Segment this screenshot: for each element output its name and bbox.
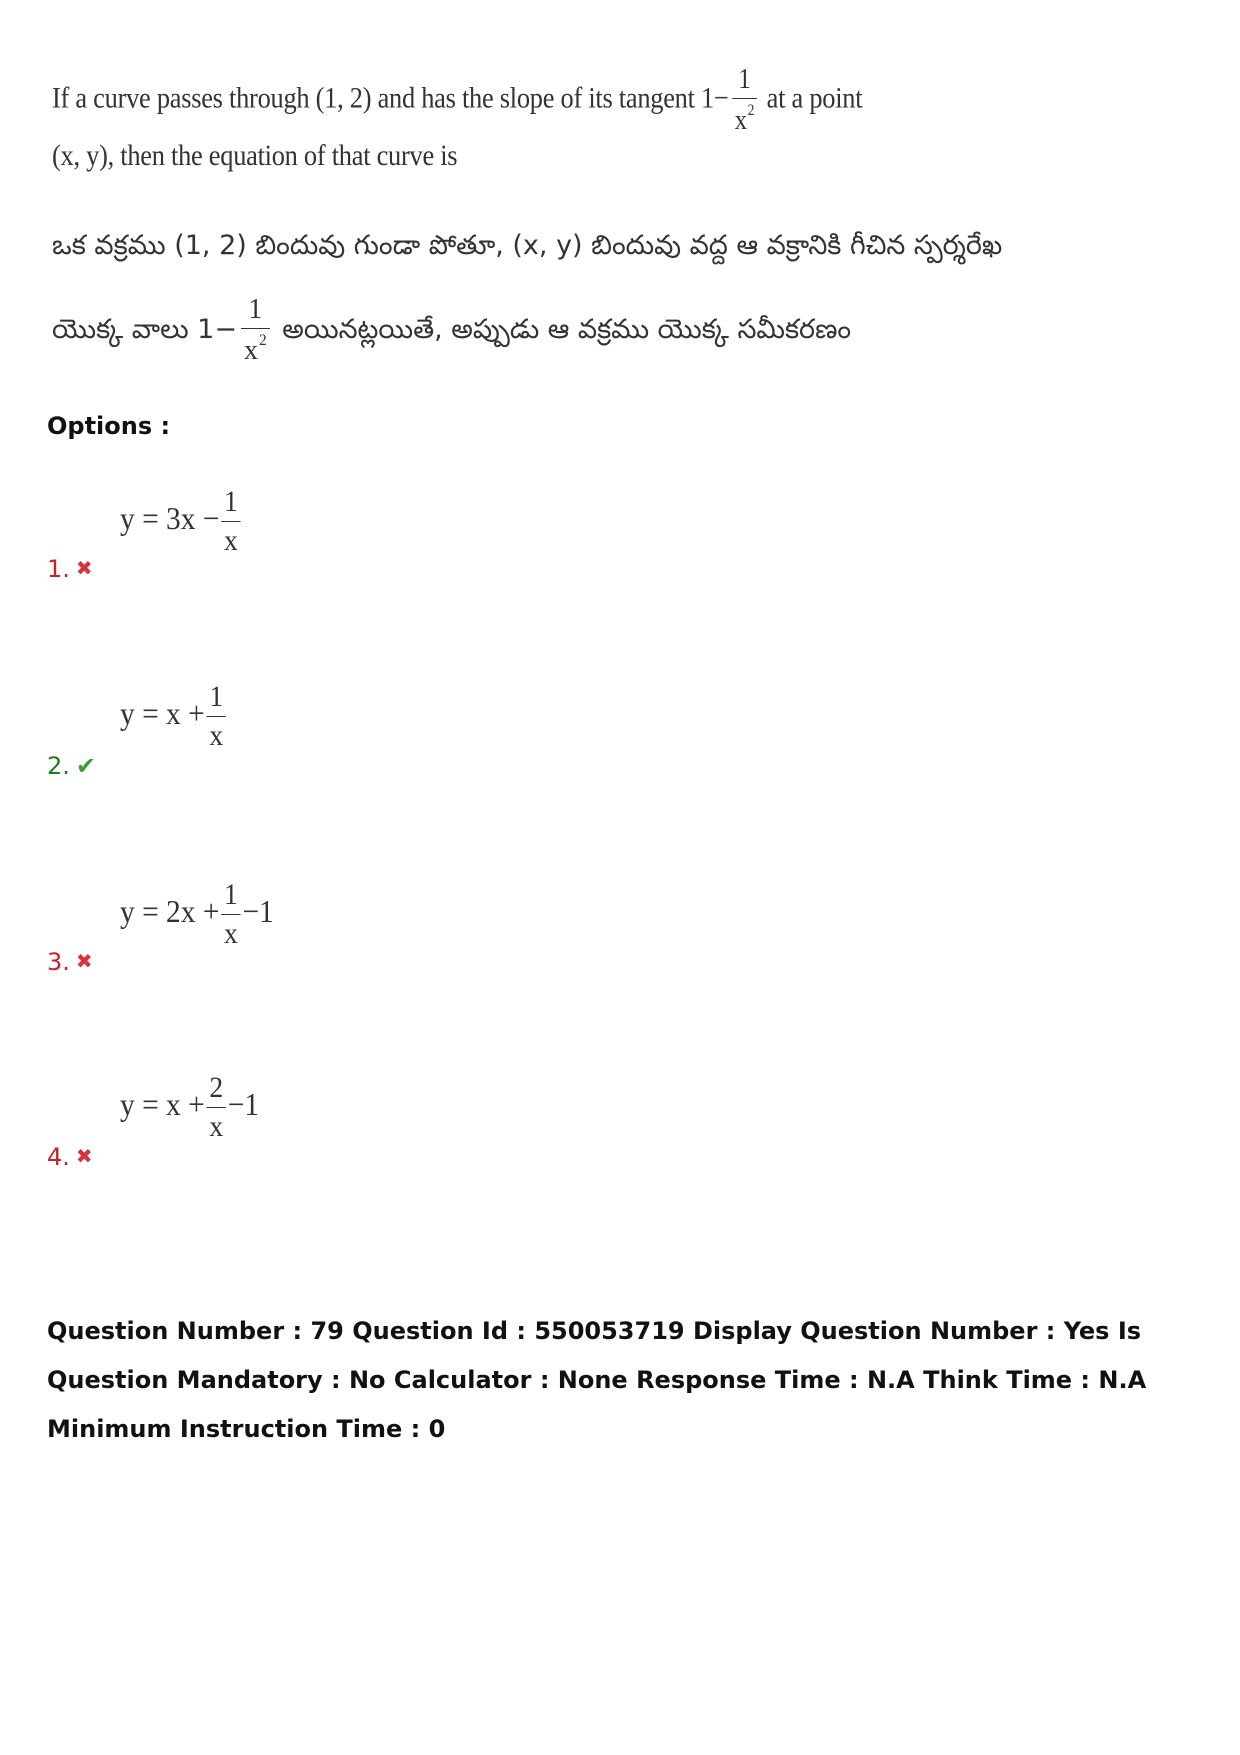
options-label: Options : — [47, 412, 171, 440]
option-3-tail: −1 — [242, 892, 274, 929]
option-4-equation — [120, 1073, 259, 1142]
option-1-denominator: x — [224, 524, 238, 557]
option-1-numerator: 1 — [224, 485, 238, 518]
telugu-slope-fraction-exponent: 2 — [258, 332, 267, 349]
option-1-lhs: y = 3x − — [120, 499, 220, 536]
check-icon: ✔ — [75, 752, 97, 780]
option-4-numerator: 2 — [209, 1071, 224, 1104]
question-telugu-line-2 — [52, 296, 851, 365]
option-3-lhs: y = 2x + — [120, 892, 220, 929]
option-1-equation — [120, 487, 242, 556]
question-english-text-line-2: (x, y), then the equation of that curve is — [52, 139, 458, 172]
question-telugu-line-1 — [52, 230, 1002, 268]
option-3-denominator: x — [224, 917, 238, 950]
question-metadata: Question Number : 79 Question Id : 550053719 Display Question Number : Yes Is Question Mandatory : No Calculator : None Response Time : N.A Think Time : N.A Minimum Instruction Time : 0 — [47, 1317, 1147, 1443]
slope-fraction-numerator: 1 — [738, 64, 751, 95]
question-telugu-text-before: యొక్క వాలు 1− — [52, 313, 237, 345]
question-english-line-1 — [52, 66, 862, 135]
question-english-text-before: If a curve passes through (1, 2) and has the slope of its tangent 1− — [52, 81, 729, 115]
option-3-number-text: 3. — [47, 948, 70, 976]
option-2-number — [47, 752, 96, 780]
telugu-slope-fraction-numerator: 1 — [248, 294, 263, 325]
option-4-lhs: y = x + — [120, 1085, 205, 1122]
option-3-equation — [120, 880, 274, 949]
option-4[interactable] — [0, 1063, 1240, 1213]
option-1[interactable] — [0, 475, 1240, 625]
option-4-fraction — [207, 1073, 226, 1142]
cross-icon: ✖ — [75, 556, 93, 580]
question-telugu-text-after: అయినట్లయితే, అప్పుడు ఆ వక్రము యొక్క సమీకరణం — [282, 313, 852, 345]
option-2-denominator: x — [209, 719, 224, 752]
option-2-numerator: 1 — [209, 680, 224, 713]
option-2[interactable] — [0, 672, 1240, 822]
option-1-number — [47, 555, 93, 583]
telugu-slope-fraction-denominator: x — [243, 334, 258, 366]
cross-icon: ✖ — [75, 949, 93, 973]
cross-icon: ✖ — [75, 1144, 93, 1168]
option-4-number — [47, 1143, 93, 1171]
option-1-number-text: 1. — [47, 555, 70, 583]
option-3-fraction — [221, 880, 240, 949]
question-english-line-2 — [52, 138, 457, 174]
option-2-equation — [120, 682, 228, 751]
option-2-number-text: 2. — [47, 752, 70, 780]
question-telugu-text-line-1: ఒక వక్రము (1, 2) బిందువు గుండా పోతూ, (x, y) బిందువు వద్ద ఆ వక్రానికి గీచిన స్పర్శరేఖ — [52, 230, 1003, 261]
option-4-denominator: x — [209, 1110, 224, 1143]
option-2-fraction — [207, 682, 226, 751]
slope-fraction-exponent: 2 — [747, 102, 755, 119]
slope-fraction-denominator: x — [734, 104, 747, 136]
option-3-numerator: 1 — [224, 878, 238, 911]
telugu-slope-fraction — [241, 296, 270, 365]
slope-fraction — [732, 66, 757, 135]
option-3[interactable] — [0, 868, 1240, 1018]
option-1-fraction — [221, 487, 240, 556]
option-4-number-text: 4. — [47, 1143, 70, 1171]
question-english-text-after: at a point — [766, 81, 863, 115]
option-4-tail: −1 — [227, 1085, 260, 1122]
option-2-lhs: y = x + — [120, 694, 205, 731]
option-3-number — [47, 948, 93, 976]
